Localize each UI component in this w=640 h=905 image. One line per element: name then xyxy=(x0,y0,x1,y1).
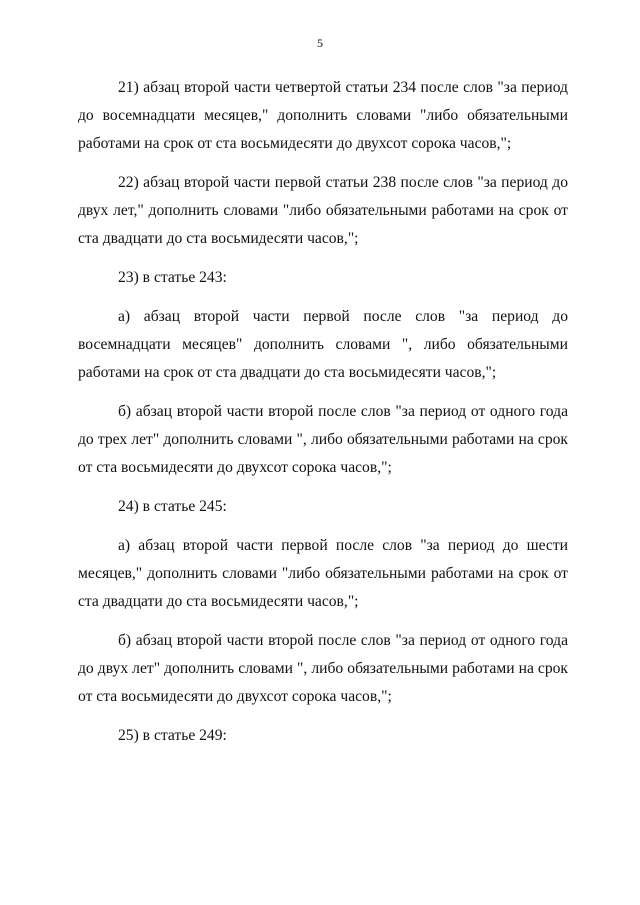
paragraph-item-25: 25) в статье 249: xyxy=(118,727,227,744)
paragraph-subitem-24b: б) абзац второй части второй после слов "за период от одного года до двух лет" дополнить словами ", либо обязательными работами на срок от ста восьмидесяти до двухсот сорока часов,"; xyxy=(78,632,568,705)
document-body xyxy=(78,74,568,761)
page-number: 5 xyxy=(317,36,323,50)
paragraph-item-24: 24) в статье 245: xyxy=(118,498,227,515)
paragraph-item-22: 22) абзац второй части первой статьи 238 после слов "за период до двух лет," дополнить словами "либо обязательными работами на срок от ста двадцати до ста восьмидесяти часов,"; xyxy=(78,174,568,247)
paragraph-item-23: 23) в статье 243: xyxy=(118,269,227,286)
paragraph-subitem-23b: б) абзац второй части второй после слов "за период от одного года до трех лет" дополнить словами ", либо обязательными работами на срок от ста восьмидесяти до двухсот сорока часов,"; xyxy=(78,403,568,476)
paragraph-item-21: 21) абзац второй части четвертой статьи 234 после слов "за период до восемнадцати месяцев," дополнить словами "либо обязательными работами на срок от ста восьмидесяти до двухсот сорока часов,"; xyxy=(78,79,568,152)
paragraph-subitem-24a: а) абзац второй части первой после слов "за период до шести месяцев," дополнить словами "либо обязательными работами на срок от ста двадцати до ста восьмидесяти часов,"; xyxy=(78,537,568,610)
paragraph-subitem-23a: а) абзац второй части первой после слов "за период до восемнадцати месяцев" дополнить словами ", либо обязательными работами на срок от ста двадцати до ста восьмидесяти часов,"; xyxy=(78,308,568,381)
